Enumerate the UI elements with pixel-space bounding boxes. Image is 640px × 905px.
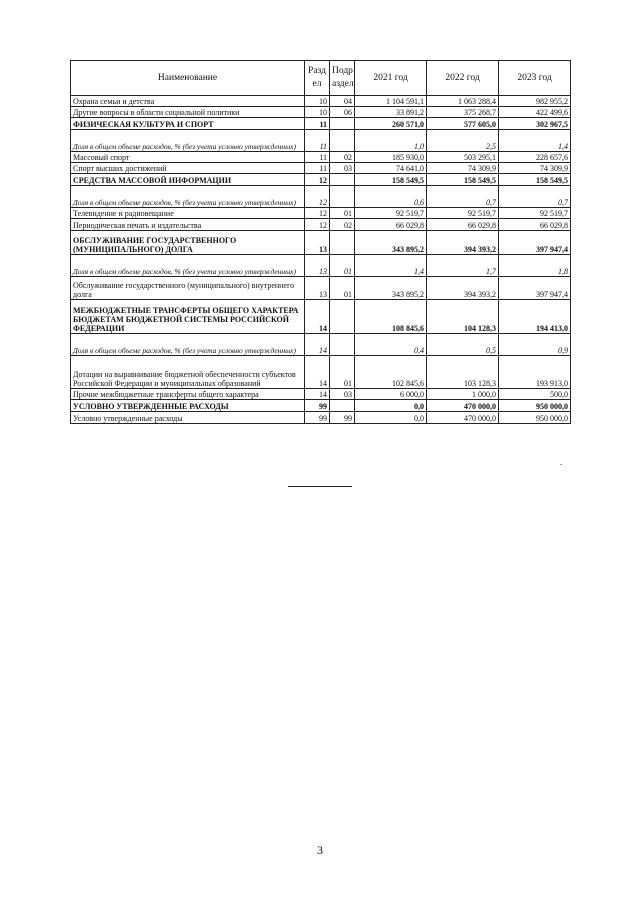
- cell-name: Доля в общем объеме расходов, % (без учета условно утвержденных): [71, 130, 305, 152]
- cell-y2021: 33 891,2: [355, 107, 427, 118]
- cell-y2022: 503 295,1: [427, 152, 499, 163]
- table-row: [71, 96, 571, 107]
- cell-subsection: 01: [330, 255, 355, 277]
- cell-y2023: 950 000,0: [499, 400, 571, 412]
- cell-y2023: 228 657,6: [499, 152, 571, 163]
- cell-section: 13: [305, 277, 330, 300]
- cell-y2021: 1 104 591,1: [355, 96, 427, 107]
- cell-y2023: 0,9: [499, 334, 571, 356]
- cell-y2022: 0,5: [427, 334, 499, 356]
- separator-line: [288, 486, 352, 487]
- cell-section: 13: [305, 255, 330, 277]
- cell-name: СРЕДСТВА МАССОВОЙ ИНФОРМАЦИИ: [71, 174, 305, 186]
- table-row: [71, 334, 571, 356]
- cell-y2023: 1,4: [499, 130, 571, 152]
- cell-section: 11: [305, 163, 330, 174]
- cell-y2023: 982 955,2: [499, 96, 571, 107]
- header-2021: 2021 год: [355, 61, 427, 96]
- cell-subsection: [330, 174, 355, 186]
- cell-subsection: 01: [330, 356, 355, 389]
- cell-section: 12: [305, 186, 330, 208]
- cell-section: 12: [305, 208, 330, 219]
- header-2023: 2023 год: [499, 61, 571, 96]
- cell-y2022: 158 549,5: [427, 174, 499, 186]
- cell-section: 11: [305, 152, 330, 163]
- cell-y2022: 577 605,0: [427, 118, 499, 130]
- cell-name: Спорт высших достижений: [71, 163, 305, 174]
- table-row: [71, 400, 571, 412]
- cell-name: Условно утвержденные расходы: [71, 412, 305, 424]
- closing-mark: .: [560, 457, 563, 467]
- table-row: [71, 219, 571, 231]
- cell-subsection: 03: [330, 163, 355, 174]
- header-subsection: Подр аздел: [330, 61, 355, 96]
- cell-name: Доля в общем объеме расходов, % (без учета условно утвержденных): [71, 186, 305, 208]
- cell-y2023: 194 413,0: [499, 300, 571, 334]
- cell-y2021: 343 895,2: [355, 277, 427, 300]
- table-row: [71, 300, 571, 334]
- cell-y2023: 422 499,6: [499, 107, 571, 118]
- page-number: 3: [317, 843, 323, 857]
- cell-name: Доля в общем объеме расходов, % (без учета условно утвержденных): [71, 255, 305, 277]
- cell-y2023: 74 309,9: [499, 163, 571, 174]
- cell-y2022: 2,5: [427, 130, 499, 152]
- cell-subsection: 02: [330, 219, 355, 231]
- cell-y2022: 92 519,7: [427, 208, 499, 219]
- cell-section: 99: [305, 412, 330, 424]
- cell-name: Периодическая печать и издательства: [71, 219, 305, 231]
- cell-y2023: 1,8: [499, 255, 571, 277]
- cell-y2022: 1 000,0: [427, 389, 499, 400]
- cell-y2023: 950 000,0: [499, 412, 571, 424]
- cell-section: 13: [305, 231, 330, 255]
- cell-y2021: 185 930,0: [355, 152, 427, 163]
- header-name: Наименование: [71, 61, 305, 96]
- table-row: [71, 152, 571, 163]
- cell-y2023: 0,7: [499, 186, 571, 208]
- table-row: [71, 231, 571, 255]
- table-row: [71, 186, 571, 208]
- cell-y2023: 302 967,5: [499, 118, 571, 130]
- cell-section: 11: [305, 118, 330, 130]
- cell-name: Доля в общем объеме расходов, % (без учета условно утвержденных): [71, 334, 305, 356]
- cell-section: 14: [305, 356, 330, 389]
- cell-section: 14: [305, 389, 330, 400]
- cell-y2023: 397 947,4: [499, 231, 571, 255]
- cell-name: Телевидение и радиовещание: [71, 208, 305, 219]
- cell-name: Дотации на выравнивание бюджетной обеспеченности субъектов Российской Федерации и муниципальных образований: [71, 356, 305, 389]
- cell-name: МЕЖБЮДЖЕТНЫЕ ТРАНСФЕРТЫ ОБЩЕГО ХАРАКТЕРА БЮДЖЕТАМ БЮДЖЕТНОЙ СИСТЕМЫ РОССИЙСКОЙ ФЕДЕРАЦИИ: [71, 300, 305, 334]
- table-row: [71, 208, 571, 219]
- cell-section: 11: [305, 130, 330, 152]
- cell-y2021: 102 845,6: [355, 356, 427, 389]
- cell-y2023: 500,0: [499, 389, 571, 400]
- cell-y2021: 74 641,0: [355, 163, 427, 174]
- table-row: [71, 389, 571, 400]
- cell-subsection: 03: [330, 389, 355, 400]
- cell-subsection: 02: [330, 152, 355, 163]
- table-header-row: [71, 61, 571, 96]
- cell-subsection: 01: [330, 208, 355, 219]
- cell-subsection: [330, 334, 355, 356]
- cell-y2021: 108 845,6: [355, 300, 427, 334]
- cell-y2021: 158 549,5: [355, 174, 427, 186]
- cell-y2022: 394 393,2: [427, 277, 499, 300]
- cell-name: Охрана семьи и детства: [71, 96, 305, 107]
- header-2022: 2022 год: [427, 61, 499, 96]
- table-body: [71, 96, 571, 424]
- cell-y2021: 0,6: [355, 186, 427, 208]
- cell-name: Массовый спорт: [71, 152, 305, 163]
- cell-y2021: 0,0: [355, 412, 427, 424]
- cell-y2022: 470 000,0: [427, 412, 499, 424]
- cell-y2022: 470 000,0: [427, 400, 499, 412]
- cell-y2022: 74 309,9: [427, 163, 499, 174]
- cell-y2022: 66 029,8: [427, 219, 499, 231]
- cell-section: 10: [305, 107, 330, 118]
- table-row: [71, 277, 571, 300]
- cell-section: 10: [305, 96, 330, 107]
- cell-subsection: 04: [330, 96, 355, 107]
- cell-y2021: 92 519,7: [355, 208, 427, 219]
- cell-y2021: 66 029,8: [355, 219, 427, 231]
- cell-subsection: [330, 130, 355, 152]
- cell-section: 99: [305, 400, 330, 412]
- cell-subsection: 06: [330, 107, 355, 118]
- table-row: [71, 163, 571, 174]
- cell-section: 12: [305, 219, 330, 231]
- cell-y2023: 193 913,0: [499, 356, 571, 389]
- cell-section: 12: [305, 174, 330, 186]
- cell-y2023: 66 029,8: [499, 219, 571, 231]
- cell-y2023: 158 549,5: [499, 174, 571, 186]
- cell-y2021: 260 571,0: [355, 118, 427, 130]
- cell-y2021: 0,0: [355, 400, 427, 412]
- cell-y2022: 0,7: [427, 186, 499, 208]
- table-row: [71, 107, 571, 118]
- cell-subsection: [330, 186, 355, 208]
- cell-name: Обслуживание государственного (муниципального) внутреннего долга: [71, 277, 305, 300]
- cell-y2021: 0,4: [355, 334, 427, 356]
- cell-y2022: 103 128,3: [427, 356, 499, 389]
- table-row: [71, 174, 571, 186]
- cell-y2022: 375 268,7: [427, 107, 499, 118]
- table-row: [71, 255, 571, 277]
- cell-y2021: 6 000,0: [355, 389, 427, 400]
- cell-subsection: 99: [330, 412, 355, 424]
- cell-subsection: 01: [330, 277, 355, 300]
- cell-name: Прочие межбюджетные трансферты общего характера: [71, 389, 305, 400]
- cell-y2022: 104 128,3: [427, 300, 499, 334]
- cell-subsection: [330, 300, 355, 334]
- cell-name: УСЛОВНО УТВЕРЖДЕННЫЕ РАСХОДЫ: [71, 400, 305, 412]
- cell-y2023: 92 519,7: [499, 208, 571, 219]
- cell-y2021: 1,0: [355, 130, 427, 152]
- cell-subsection: [330, 400, 355, 412]
- cell-y2022: 394 393,2: [427, 231, 499, 255]
- table-row: [71, 130, 571, 152]
- cell-name: ОБСЛУЖИВАНИЕ ГОСУДАРСТВЕННОГО (МУНИЦИПАЛЬНОГО) ДОЛГА: [71, 231, 305, 255]
- table-row: [71, 412, 571, 424]
- table-row: [71, 356, 571, 389]
- budget-table: [70, 60, 571, 424]
- cell-y2022: 1,7: [427, 255, 499, 277]
- cell-name: Другие вопросы в области социальной политики: [71, 107, 305, 118]
- cell-y2023: 397 947,4: [499, 277, 571, 300]
- cell-y2021: 343 895,2: [355, 231, 427, 255]
- cell-section: 14: [305, 300, 330, 334]
- cell-name: ФИЗИЧЕСКАЯ КУЛЬТУРА И СПОРТ: [71, 118, 305, 130]
- table-row: [71, 118, 571, 130]
- cell-subsection: [330, 231, 355, 255]
- cell-subsection: [330, 118, 355, 130]
- header-section: Разд ел: [305, 61, 330, 96]
- cell-section: 14: [305, 334, 330, 356]
- cell-y2021: 1,4: [355, 255, 427, 277]
- cell-y2022: 1 063 288,4: [427, 96, 499, 107]
